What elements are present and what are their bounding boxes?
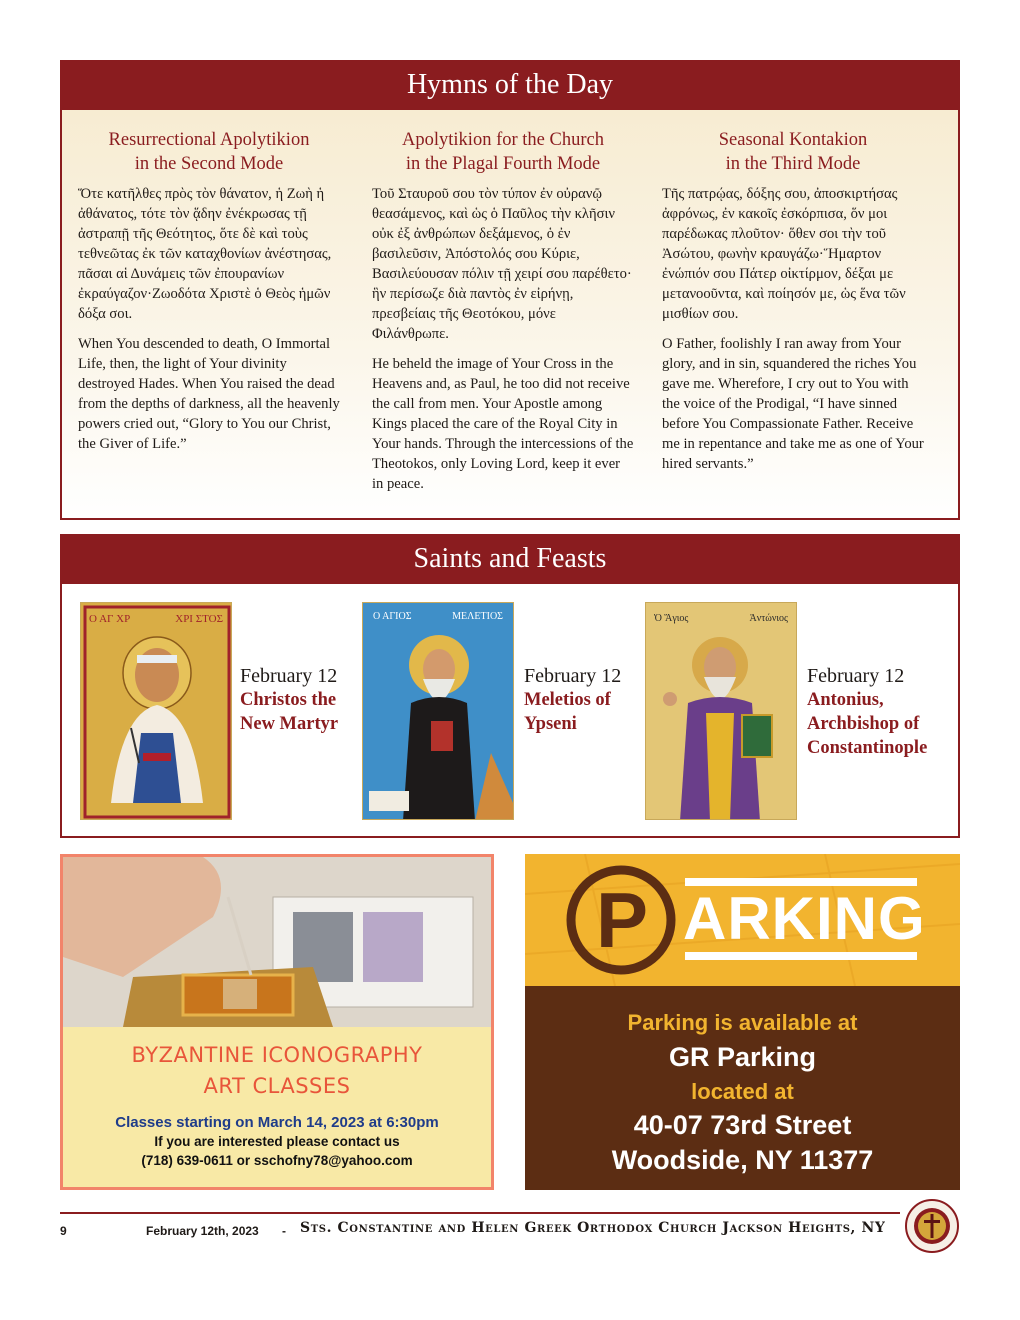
saint-name: Meletios of	[524, 690, 611, 710]
hymn-title-line: Seasonal Kontakion	[718, 130, 868, 150]
iconography-contact-prompt: If you are interested please contact us	[154, 1134, 400, 1149]
iconography-photo	[63, 857, 491, 1027]
parking-logo-banner	[525, 854, 960, 986]
parking-logo-word: ARKING	[683, 885, 926, 952]
footer-divider	[60, 1212, 900, 1214]
parking-located-at: located at	[691, 1079, 794, 1104]
hymns-body	[62, 110, 958, 518]
saints-heading: Saints and Feasts	[62, 536, 958, 584]
christos-icon-art	[81, 603, 232, 820]
saint-icon-christos	[80, 602, 232, 820]
footer-date: February 12th, 2023	[146, 1224, 259, 1238]
saint-date: February 12	[524, 665, 622, 687]
saint-info-christos	[240, 664, 338, 736]
hymn-title-line: in the Plagal Fourth Mode	[405, 154, 601, 174]
saint-name: New Martyr	[240, 714, 339, 734]
hymn-title-line: Resurrectional Apolytikion	[108, 130, 310, 150]
painting-hands-illustration	[63, 857, 491, 1027]
antonius-icon-art	[646, 603, 797, 820]
hymn-title-line: Apolytikion for the Church	[402, 130, 604, 150]
saint-info-meletios	[524, 664, 621, 736]
hymn-column-kontakion	[662, 128, 924, 484]
hymn-greek-text: Τοῦ Σταυροῦ σου τὸν τύπον ἐν οὐρανῷ θεασάμενος, καὶ ὡς ὁ Παῦλος τὴν κλῆσιν οὐκ ἐξ ἀνθρώπων δεξάμενος, ὁ ἐν βασιλεῦσιν, Ἀπόστολός σου Κύριε, Βασιλεύουσαν πόλιν τῇ χειρί σου παρέθετο· ἣν περίσωζε διὰ παντὸς ἐν εἰρήνῃ, πρεσβείαις τῆς Θεοτόκου, μόνε Φιλάνθρωπε.	[372, 186, 632, 342]
hymn-title-line: in the Second Mode	[134, 154, 284, 174]
hymn-column-resurrectional	[78, 128, 340, 464]
iconography-start-date: Classes starting on March 14, 2023 at 6:30pm	[115, 1114, 439, 1131]
saint-info-antonius	[807, 664, 927, 760]
church-seal-icon	[904, 1198, 960, 1254]
hymn-english-text: O Father, foolishly I ran away from Your glory, and in sin, squandered the riches You gave me. Wherefore, I cry out to You with the voice of the Prodigal, “I have sinned before You Compassionate Father. Receive me in repentance and take me as one of Your hired servants.”	[662, 336, 924, 472]
hymn-title	[78, 128, 340, 176]
meletios-icon-art	[363, 603, 514, 820]
parking-info-panel	[525, 986, 960, 1190]
hymn-greek-text: Ὅτε κατῆλθες πρὸς τὸν θάνατον, ἡ Ζωὴ ἡ ἀθάνατος, τότε τὸν ᾅδην ἐνέκρωσας τῇ ἀστραπῇ τῆς Θεότητος, ὅτε δὲ καὶ τοὺς τεθνεῶτας ἐκ τῶν καταχθονίων ἀνέστησας, πᾶσαι αἱ Δυνάμεις τῶν ἐπουρανίων ἐκραύγαζον·Ζωοδότα Χριστὲ ὁ Θεὸς ἡμῶν δόξα σοι.	[78, 186, 332, 322]
hymn-greek-text: Τῆς πατρῴας, δόξης σου, ἀποσκιρτήσας ἀφρόνως, ἐν κακοῖς ἐσκόρπισα, ὅν μοι παρέδωκας πλοῦτον· ὅθεν σοι τὴν τοῦ Ἀσώτου, φωνὴν κραυγάζω·Ἥμαρτον ἐνώπιόν σου Πάτερ οἰκτίρμον, δέξαι με μετανοοῦντα, καὶ ποίησόν με, ὡς ἕνα τῶν μισθίων σου.	[662, 186, 906, 322]
hymns-heading: Hymns of the Day	[62, 62, 958, 110]
parking-availability: Parking is available at	[627, 1010, 858, 1035]
hymn-title-line: in the Third Mode	[725, 154, 861, 174]
saint-name: Antonius,	[807, 690, 884, 710]
hymns-section	[60, 60, 960, 520]
iconography-title-line: BYZANTINE ICONOGRAPHY	[131, 1043, 423, 1067]
saint-date: February 12	[240, 665, 338, 687]
saint-name: Ypseni	[524, 714, 577, 734]
icon-caption-right: ΜΕΛΕΤΙΟΣ	[452, 611, 503, 622]
parking-logo-letter: P	[595, 876, 649, 964]
hymn-title	[662, 128, 924, 176]
footer-separator: -	[282, 1224, 286, 1238]
saint-icon-antonius	[645, 602, 797, 820]
parking-lot-name: GR Parking	[668, 1042, 817, 1072]
icon-caption-left: Ὁ Ἅγιος	[654, 613, 689, 624]
parking-city-address: Woodside, NY 11377	[611, 1145, 874, 1175]
iconography-title-line: ART CLASSES	[203, 1074, 351, 1098]
icon-caption-right: Ἀντώνιος	[749, 613, 788, 624]
saint-icon-meletios	[362, 602, 514, 820]
saint-date: February 12	[807, 665, 905, 687]
footer-church-name: Sts. Constantine and Helen Greek Orthodox Church Jackson Heights, NY	[300, 1220, 886, 1236]
saint-name: Constantinople	[807, 738, 928, 758]
saint-name: Christos the	[240, 690, 337, 710]
hymn-column-church	[372, 128, 634, 504]
hymn-title	[372, 128, 634, 176]
icon-caption-left: Ο ΑΓ ΧΡ	[89, 613, 131, 625]
hymn-english-text: He beheld the image of Your Cross in the Heavens and, as Paul, he too did not receive the call from men. Your Apostle among Kings placed the care of the Royal City in Your hands. Through the intercessions of the Theotokos, only Loving Lord, keep it ever in peace.	[372, 356, 634, 492]
icon-caption-left: Ο ΑΓΙΟΣ	[373, 611, 412, 622]
page-number: 9	[60, 1224, 67, 1238]
parking-ad	[525, 854, 960, 1190]
icon-caption-right: ΧΡΙ ΣΤΟΣ	[175, 613, 223, 625]
saints-section	[60, 534, 960, 838]
iconography-contact-info: (718) 639-0611 or sschofny78@yahoo.com	[141, 1153, 413, 1168]
parking-street-address: 40-07 73rd Street	[633, 1110, 852, 1140]
iconography-ad	[60, 854, 494, 1190]
saint-name: Archbishop of	[807, 714, 920, 734]
hymn-english-text: When You descended to death, O Immortal Life, then, the light of Your divinity destroyed Hades. When You raised the dead from the depths of darkness, all the heavenly powers cried out, “Glory to You our Christ, the Giver of Life.”	[78, 336, 340, 452]
